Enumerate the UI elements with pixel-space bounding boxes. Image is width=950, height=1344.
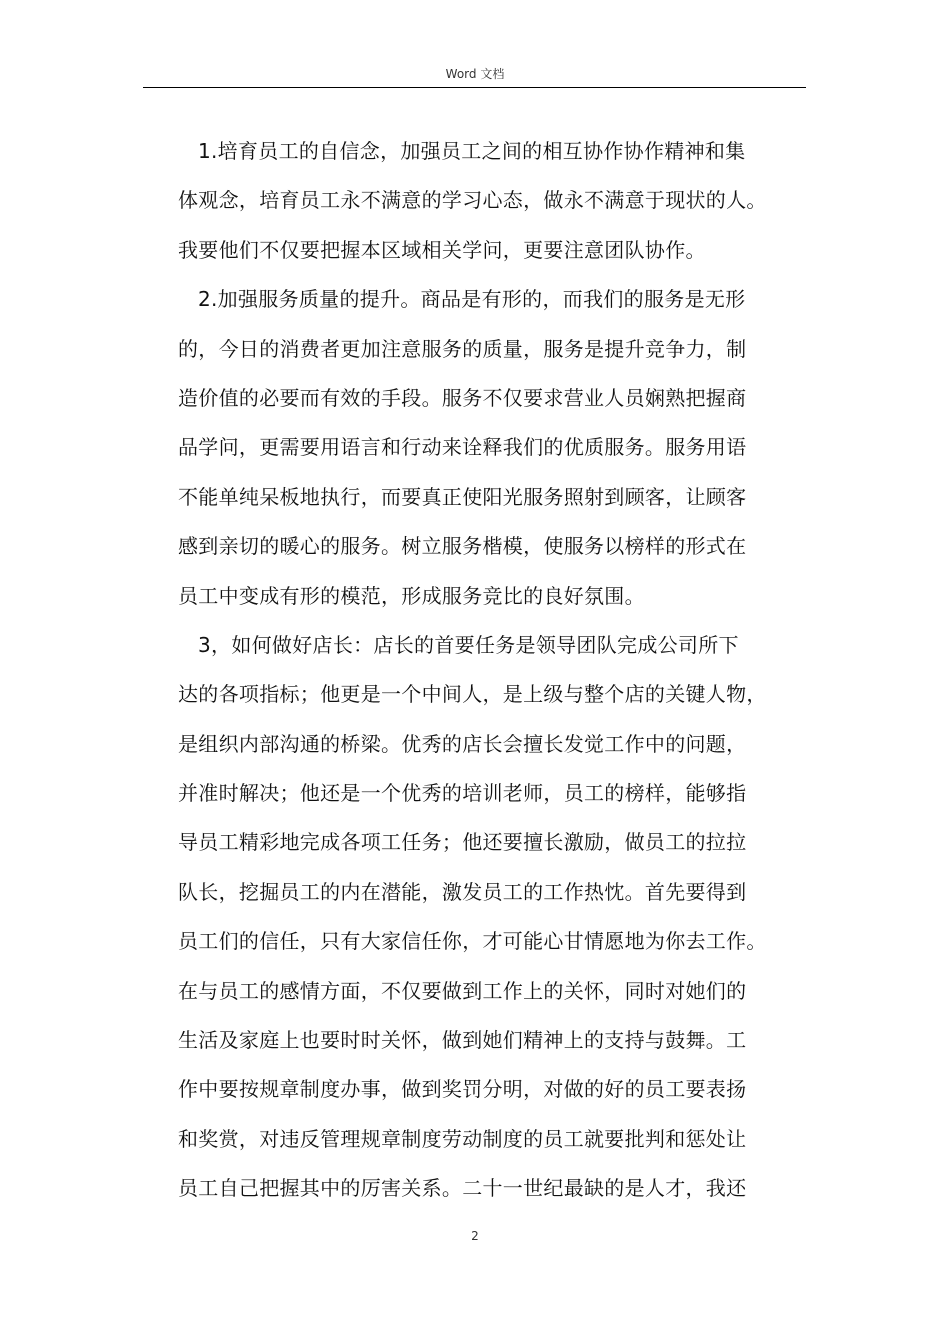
text-line: 体观念，培育员工永不满意的学习心态，做永不满意于现状的人。 [178,188,767,213]
text-line: 在与员工的感情方面，不仅要做到工作上的关怀，同时对她们的 [178,978,747,1003]
text-line: 1.培育员工的自信念，加强员工之间的相互协作协作精神和集 [198,139,746,163]
text-line: 员工们的信任，只有大家信任你，才可能心甘情愿地为你去工作。 [178,929,767,954]
text-line: 2.加强服务质量的提升。商品是有形的，而我们的服务是无形 [198,287,746,312]
text-line: 的，今日的消费者更加注意服务的质量，服务是提升竞争力，制 [178,336,747,361]
text-line: 不能单纯呆板地执行，而要真正使阳光服务照射到顾客，让顾客 [178,484,747,509]
text-line: 是组织内部沟通的桥梁。优秀的店长会擅长发觉工作中的问题， [178,731,747,756]
document-body [178,127,818,1214]
text-line: 队长，挖掘员工的内在潜能，激发员工的工作热忱。首先要得到 [178,879,747,904]
text-line: 我要他们不仅要把握本区域相关学问，更要注意团队协作。 [178,237,706,262]
text-line: 员工自己把握其中的厉害关系。二十一世纪最缺的是人才，我还 [178,1176,747,1201]
text-line: 员工中变成有形的模范，形成服务竞比的良好氛围。 [178,583,645,608]
page-header: Word 文档 [445,67,505,81]
text-line: 达的各项指标；他更是一个中间人，是上级与整个店的关键人物， [178,682,767,707]
text-line: 感到亲切的暖心的服务。树立服务楷模，使服务以榜样的形式在 [178,534,747,559]
text-line: 导员工精彩地完成各项工任务；他还要擅长激励，做员工的拉拉 [178,830,747,855]
text-line: 作中要按规章制度办事，做到奖罚分明，对做的好的员工要表扬 [178,1077,747,1102]
text-line: 品学问，更需要用语言和行动来诠释我们的优质服务。服务用语 [178,435,747,460]
header-divider [143,87,806,88]
text-line: 3，如何做好店长：店长的首要任务是领导团队完成公司所下 [198,632,739,657]
text-line: 生活及家庭上也要时时关怀，做到她们精神上的支持与鼓舞。工 [178,1028,747,1053]
page-number: 2 [471,1229,479,1243]
text-line: 并准时解决；他还是一个优秀的培训老师，员工的榜样，能够指 [178,781,747,806]
text-line: 造价值的必要而有效的手段。服务不仅要求营业人员娴熟把握商 [178,385,747,410]
text-line: 和奖赏，对违反管理规章制度劳动制度的员工就要批判和惩处让 [178,1126,747,1151]
